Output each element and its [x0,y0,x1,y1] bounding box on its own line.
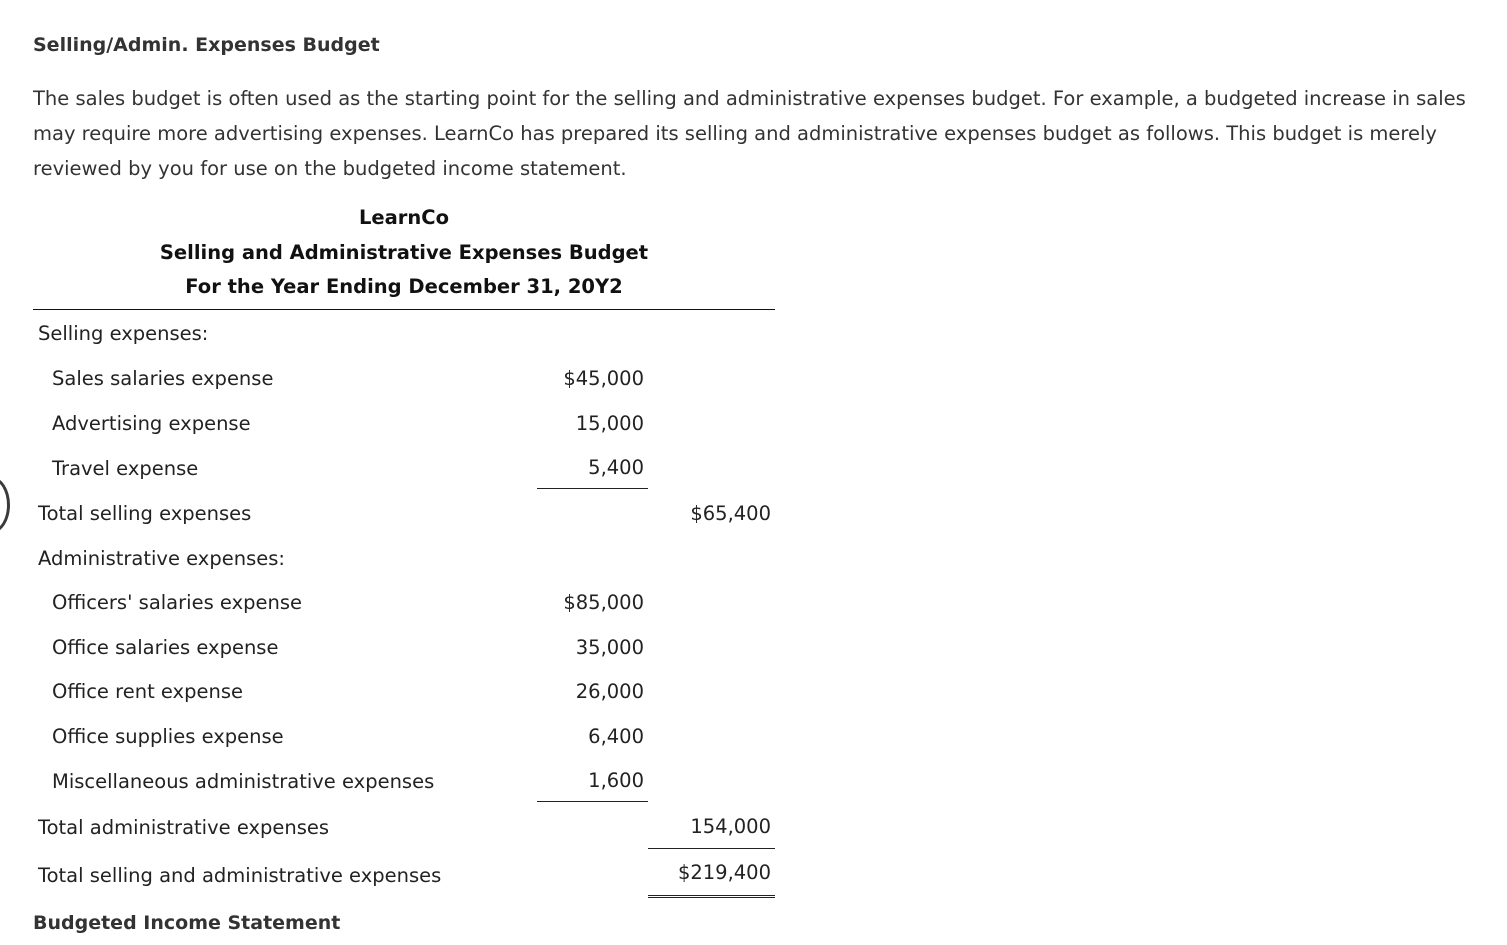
table-row [33,805,775,849]
total-admin-amount: 154,000 [648,815,775,849]
total-admin-label: Total administrative expenses [38,816,330,839]
table-row [33,492,775,536]
row-amount: 5,400 [537,456,648,489]
total-selling-label: Total selling expenses [38,502,252,525]
section-title: Selling/Admin. Expenses Budget [33,34,380,56]
admin-expenses-heading: Administrative expenses: [38,547,285,570]
row-amount: 1,600 [537,769,648,802]
row-label: Sales salaries expense [52,367,274,390]
row-amount: $45,000 [563,367,644,390]
row-amount: 15,000 [575,412,644,435]
total-selling-amount: $65,400 [690,502,771,525]
row-label: Travel expense [52,457,199,480]
table-row [33,715,775,759]
table-row [33,759,775,803]
row-amount: $85,000 [563,591,644,614]
row-label: Office supplies expense [52,725,284,748]
table-row [33,670,775,714]
intro-paragraph: The sales budget is often used as the starting point for the selling and administrative expenses budget. For example, a budgeted increase in sales may require more advertising expenses. LearnCo has prepared its selling and administrative expenses budget as follows. This budget is merely reviewed by you for use on the budgeted income statement. [33,87,1466,180]
row-amount: 26,000 [575,680,644,703]
company-name: LearnCo [358,206,450,229]
row-label: Office rent expense [52,680,243,703]
row-label: Advertising expense [52,412,251,435]
row-label: Office salaries expense [52,636,279,659]
report-header [33,201,775,305]
grand-total-label: Total selling and administrative expenses [38,864,442,887]
table-row [33,402,775,446]
table-row [33,357,775,401]
table-row [33,537,775,581]
header-rule [33,309,775,310]
row-label: Miscellaneous administrative expenses [52,770,435,793]
next-section-title: Budgeted Income Statement [33,912,341,934]
table-row [33,581,775,625]
row-amount: 35,000 [575,636,644,659]
row-label: Officers' salaries expense [52,591,303,614]
report-period: For the Year Ending December 31, 20Y2 [185,275,623,298]
table-row [33,312,775,356]
row-amount: 6,400 [588,725,644,748]
grand-total-amount: $219,400 [648,861,775,898]
table-row [33,446,775,490]
selling-expenses-heading: Selling expenses: [38,322,209,345]
partial-circle-decoration [0,477,10,533]
table-row [33,626,775,670]
table-row [33,853,775,897]
report-title: Selling and Administrative Expenses Budget [159,240,649,264]
